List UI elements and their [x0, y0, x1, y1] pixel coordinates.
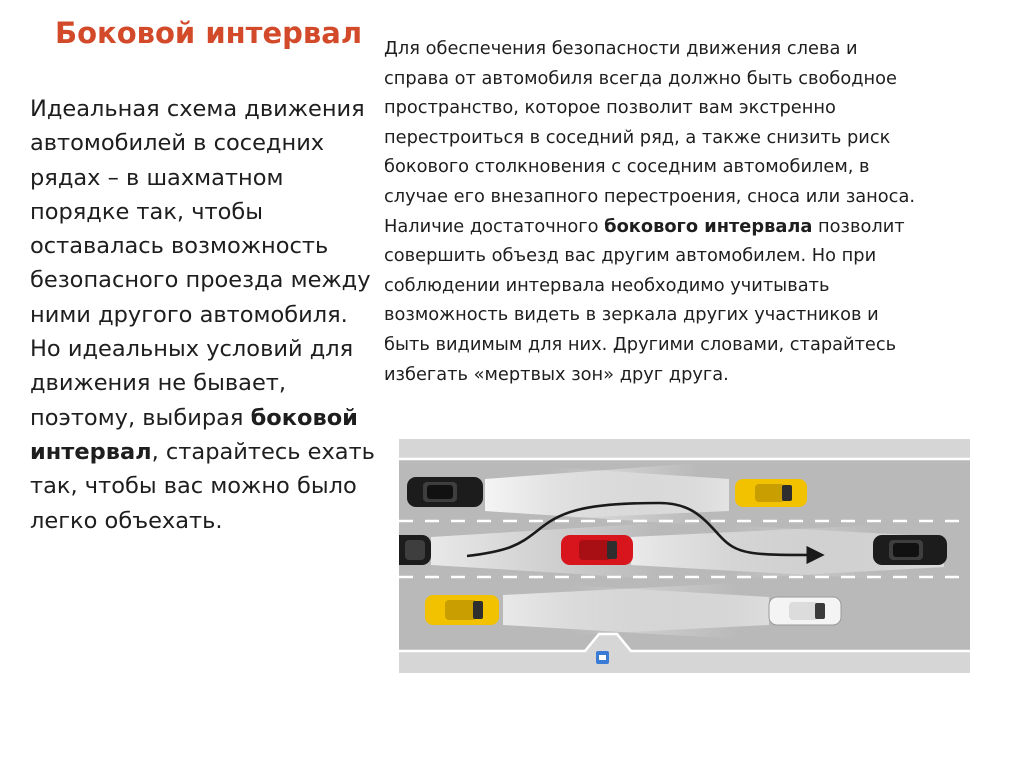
text-line [30, 401, 380, 435]
text-line: соблюдении интервала необходимо учитывать [384, 274, 830, 296]
text-line: перестроиться в соседний ряд, а также снизить риск [384, 126, 891, 148]
text-fragment: Наличие достаточного [384, 215, 605, 237]
bold-term: интервал [30, 438, 152, 465]
black-car [873, 535, 947, 565]
text-line [30, 435, 380, 469]
text-line: так, чтобы вас можно было [30, 473, 357, 500]
text-line: возможность видеть в зеркала других участников и [384, 304, 879, 326]
text-line: оставалась возможность [30, 233, 329, 260]
text-line: ними другого автомобиля. [30, 301, 348, 328]
red-car [561, 535, 633, 565]
text-fragment: позволит [812, 215, 905, 237]
text-line [384, 212, 1014, 242]
text-line: Идеальная схема движения [30, 96, 365, 122]
road-illustration [399, 439, 970, 673]
text-line: справа от автомобиля всегда должно быть свободное [384, 67, 897, 89]
text-line: Но идеальных условий для [30, 336, 354, 363]
yellow-car [735, 479, 807, 507]
text-line: случае его внезапного перестроения, сноса или заноса. [384, 185, 915, 207]
left-paragraph [30, 92, 380, 538]
text-line: порядке так, чтобы [30, 198, 264, 225]
yellow-car [425, 595, 499, 625]
text-line: движения не бывает, [30, 370, 287, 397]
text-line: рядах – в шахматном [30, 164, 284, 191]
text-line: легко объехать. [30, 507, 223, 534]
text-line: избегать «мертвых зон» друг друга. [384, 363, 729, 385]
text-line: совершить объезд вас другим автомобилем. Но при [384, 245, 877, 267]
text-line: быть видимым для них. Другими словами, старайтесь [384, 333, 897, 355]
text-fragment: поэтому, выбирая [30, 404, 251, 431]
text-line: пространство, которое позволит вам экстренно [384, 97, 836, 119]
bold-term: боковой [250, 404, 358, 431]
text-line: автомобилей в соседних [30, 130, 325, 157]
right-paragraph [384, 34, 1014, 389]
bold-term: бокового интервала [604, 215, 813, 237]
black-car [399, 535, 431, 565]
page-title: Боковой интервал [55, 16, 363, 50]
text-line: бокового столкновения с соседним автомобилем, в [384, 156, 870, 178]
road-sign [596, 651, 609, 664]
text-line: безопасного проезда между [30, 267, 371, 294]
white-car [769, 597, 841, 625]
text-fragment: , старайтесь ехать [151, 438, 375, 465]
black-car [407, 477, 483, 507]
text-line: Для обеспечения безопасности движения слева и [384, 38, 858, 59]
